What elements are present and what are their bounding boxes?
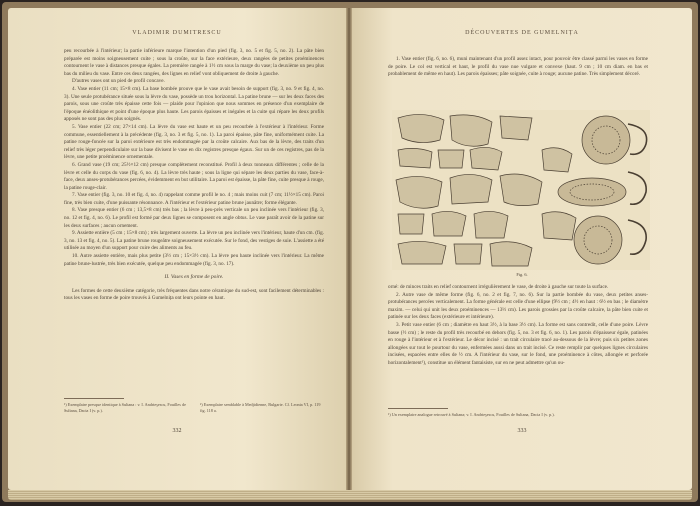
paragraph: 9. Assiette entière (5 cm ; 15×8 cm) ; très largement ouverte. La lèvre un peu inclinée vers l'intérieur, haute d'un cm. (fig. 3, no. 13 et fig. 4, no. 5). La patine brune rougeâtre soigneusement exécutée. Sur le fond, des vestiges de suie. L'assiette a été utilisée au moyen d'un support pour cuire des aliments au feu. [64, 230, 324, 252]
paragraph: 8. Vase presque entier (6 cm ; 13,5×8 cm) très bas ; la lèvre à peu-près verticale un peu inclinée vers l'intérieur (fig. 3, no. 12 et fig. 4, no. 6). Le profil est formé par deux lignes se composent en angle obtus. Le vase paraît avoir de la patine sur les deux surfaces ; aucun ornement. [64, 207, 324, 229]
running-header: DÉCOUVERTES DE GUMELNIȚA [465, 30, 579, 36]
paragraph: 5. Vase entier (22 cm; 27×14 cm). La lèvre du vase est haute et un peu recourbée à l'extérieur à l'intérieur. Forme commune, essentiellement à la précédente (fig. 3, no. 3 et fig. 5, no. 1). La paroi épaisse, pâte fine, uniformément cuite. La patine rouge-foncée sur la paroi extérieure est très endommagée par la croûte calcaire. Aux bas de la lèvre, des traits d'un relief très léger perpendiculaire sur la base divisent le vase en dix registres presque égaux. Sur un de ces registres, pas de la lèvre, une petite proéminence ornementale. [64, 123, 324, 161]
footnotes [388, 412, 648, 418]
footnote-rule [64, 398, 124, 399]
body-text-bottom [388, 284, 648, 368]
footnote: ¹) Un exemplaire analogue retrouvé à Sultana; v. I. Andrieşescu, Fouilles de Sultana, Dacia I (v. p.). [388, 412, 555, 417]
body-text-top [388, 56, 648, 79]
open-book [2, 2, 698, 502]
paragraph: 10. Autre assiette entière, mais plus petite (3½ cm ; 15×3½ cm). La lèvre peu haute inclinée vers l'intérieur. La même patine brune-lustrée, très bien exécutée, quelque peu endommagée (fig. 3, no. 17). [64, 253, 324, 267]
pottery-figure [392, 110, 650, 270]
running-header: VLADIMIR DUMITRESCU [132, 30, 222, 36]
paragraph: D'autres vases ont un pied de profil concave. [72, 78, 165, 85]
page-number: 332 [172, 428, 182, 434]
paragraph: 6. Grand vase (19 cm; 25½×12 cm) presque complètement reconstitué. Profil à deux tonneaux différentes ; celle de la lèvre et celle du corps du vase (fig. 6, no. 4). La lèvre très haute ; sous la ligne qui sépare les deux parties du vase, face-à-face, deux anses-protubérances percées, évidemment en but utilitaire. La paroi est épaisse, la pâte fine, cuite presque à rouge, la patine rouge-clair. [64, 161, 324, 191]
page-number: 333 [517, 428, 527, 434]
footnote: ²) Exemplaire semblable à Medjidienne, Bulgarie. Cf. Leonia VI, p. 119 fig. 118 a. [200, 402, 321, 413]
body-text [64, 48, 324, 303]
paragraph: 2. Autre vase de même forme (fig. 6, no. 2 et fig. 7, no. 6). Sur la partie bombée du vase, deux petites anses-protubérances percées verticalement. La forme générale est celle d'une ellipse (9½ cm ; 4½ en haut : 6½ en bas ; le diamètre maxim. — celui qui unit les deux proéminences — 13½ cm). Les parois grossies par la croûte calcaire, la pâte bien cuite et patinée sur les deux faces (extérieure et intérieure). [388, 291, 648, 321]
footnote: ¹) Exemplaire presque identique à Sultana : v. I. Andrieşescu, Fouilles de Sultana, Dacia I (v. p.). [64, 402, 186, 413]
footnotes [64, 402, 324, 414]
paragraph: 3. Petit vase entier (6 cm ; diamètre en haut 3½, à la base 3½ cm). La forme est sans contredit, celle d'une poire. Lèvre basse (½ cm) ; le reste du profil très recourbé en dehors (fig. 5, no. 3 et fig. 6, no. 1). Les parois d'épaisseur égale, patinées en rouge à l'intérieur et à l'extérieur. Le décor incisé : un trait circulaire tracé au-dessous de la lèvre; puis six petites zones allongées sur tout le pourtour du vase, enfermées aussi dans un trait incisé. Ce reste remplir par quelques lignes circulaires incisées, espacées entre elles de ½ cm. A l'intérieur du vase, sur le fond, une proéminence à côtes, allongée et perforée horizontalement¹), constitue un élément fantaisiste, sur en ne peut admettre qu'un ou- [388, 321, 648, 366]
paragraph: peu recourbée à l'intérieur; la partie inférieure marque l'intention d'un pied (fig. 3, no. 5 et fig. 5, no. 2). La pâte bien préparée est moins soigneusement cuite ; sous la croûte, sur la face extérieure, deux rangées de petites proéminences contournent le vase à distances presque égales. La première rangée à 1½ cm sous la marge du vase; la deuxième un peu plus bas du milieu du vase. Entre ces deux rangées, des lignes en relief vont obliquement de droite à gauche. [64, 48, 324, 77]
page-edges [8, 490, 692, 500]
left-page [8, 8, 346, 490]
paragraph: Les formes de cette deuxième catégorie, très fréquentes dans notre céramique du sud-est, sont facilement déterminables : tous les vases en forme de poire trouvés à Gumelnița ont leurs pointe en haut. [64, 287, 324, 302]
section-title: II. Vases en forme de poire. [164, 274, 224, 281]
paragraph: 4. Vase entier (11 cm; 15×8 cm). La base bombée prouve que le vase avait besoin de support (fig. 3, no. 9 et fig. 4, no. 3). Une seule protubérance située sous la lèvre du vase, possède un trou horizontal. La patine brune — sur les deux faces des parois, sous une croûte très épaisse cette fois — plaide pour l'opinion que nous sommes en présence d'un exemplaire de l'époque énéolithique et point d'une époque plus haute. Les parois épaisses et inégales et la cuite qui répare les deux profils apposés ne sont pas des plus soignés. [64, 85, 324, 123]
footnote-rule [388, 408, 448, 409]
paragraph: orné: de minces traits en relief contournent irrégulièrement le vase, de droite à gauche sur toute la surface. [388, 284, 609, 290]
figure-caption: Fig. 6. [516, 272, 528, 277]
paragraph: 1. Vase entier (fig. 6, no. 6), muni maintenant d'un profil assez intact, pour pouvoir être classé parmi les vases en forme de poire. Le col est vertical et haut, le profil du vase nue vulgare et convexe (haut. 9 cm ; 10 cm diam. en bas et probablement de même en haut). Les parois épaisses; pâte soignée, cuite à rouge; aucune patine. Très simplement décoré. [388, 56, 648, 78]
right-page [352, 8, 692, 490]
paragraph: 7. Vase entier (fig. 3, no. 10 et fig. 4, no. 4) rappelant comme profil le no. 4 ; mais moins cuit (7 cm; 11½×15 cm). Paroi fine, très bien cuite, d'une puissante résonnance. A l'intérieur et l'extérieur patine brune jaunâtre; forme élégante. [64, 192, 324, 206]
